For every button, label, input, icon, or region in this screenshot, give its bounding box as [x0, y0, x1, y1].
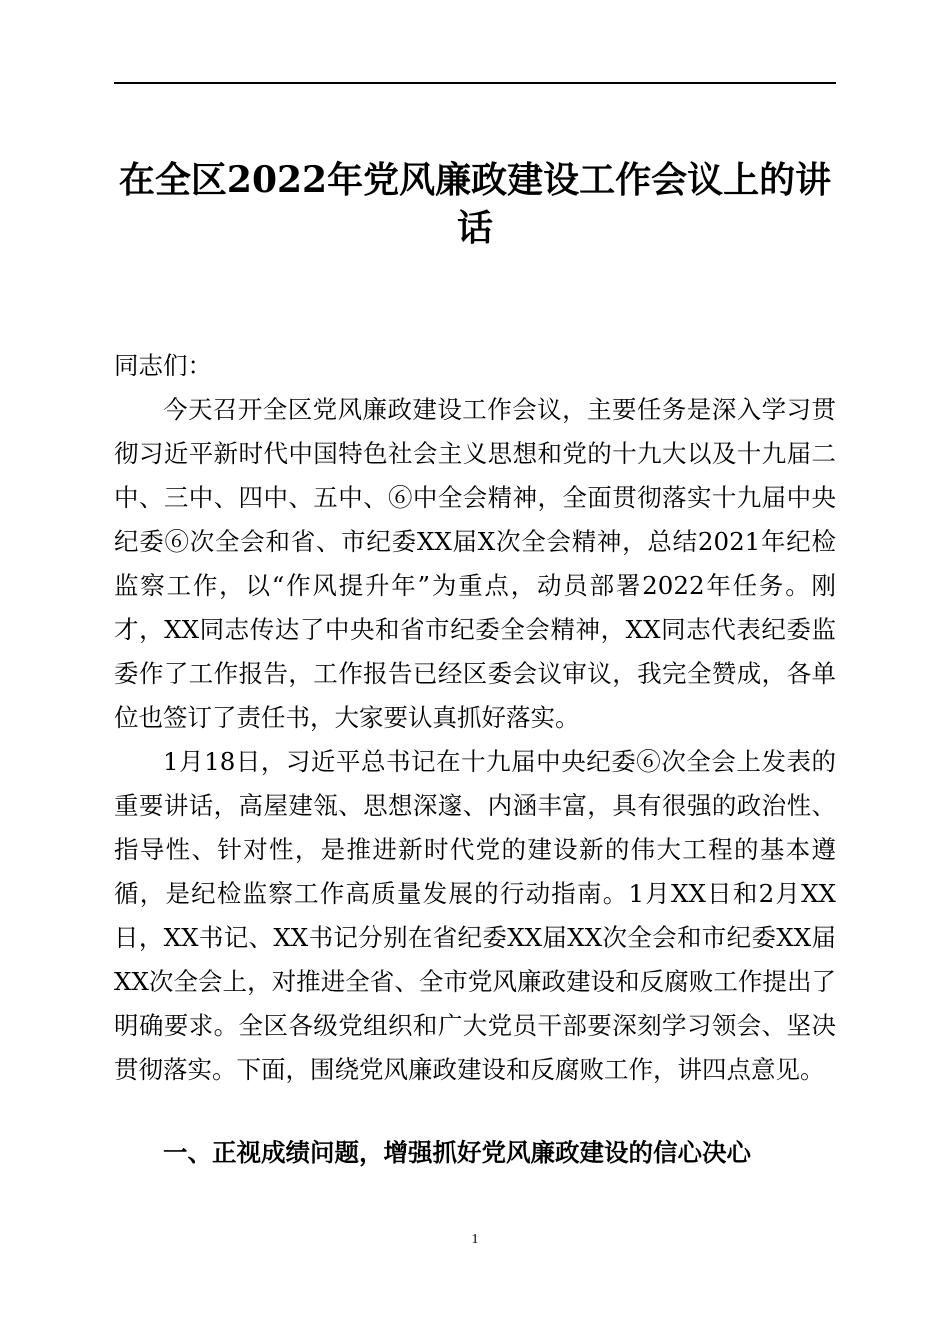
- salutation: 同志们：: [114, 351, 212, 380]
- document-title-continued: 话: [456, 207, 493, 249]
- paragraph-1: [114, 388, 836, 740]
- paragraph-text: 今天召开全区党风廉政建设工作会议，主要任务是深入学习贯彻习近平新时代中国特色社会主义思想和党的十九大以及十九届二中、三中、四中、五中、⑥中全会精神，全面贯彻落实十九届中央纪委⑥次全会和省、市纪委XX届X次全会精神，总结2021年纪检监察工作，以“作风提升年”为重点，动员部署2022年任务。刚才，XX同志传达了中央和省市纪委全会精神，XX同志代表纪委监委作了工作报告，工作报告已经区委会议审议，我完全赞成，各单位也签订了责任书，大家要认真抓好落实。: [114, 395, 836, 732]
- document-title: 在全区2022年党风廉政建设工作会议上的讲: [118, 159, 832, 201]
- header-rule: [114, 82, 836, 84]
- paragraph-text: 1月18日，习近平总书记在十九届中央纪委⑥次全会上发表的重要讲话，高屋建瓴、思想深邃、内涵丰富，具有很强的政治性、指导性、针对性，是推进新时代党的建设新的伟大工程的基本遵循，是纪检监察工作高质量发展的行动指南。1月XX日和2月XX日，XX书记、XX书记分别在省纪委XX届XX次全会和市纪委XX届XX次全会上，对推进全省、全市党风廉政建设和反腐败工作提出了明确要求。全区各级党组织和广大党员干部要深刻学习领会、坚决贯彻落实。下面，围绕党风廉政建设和反腐败工作，讲四点意见。: [114, 747, 836, 1084]
- section-heading: 一、正视成绩问题，增强抓好党风廉政建设的信心决心: [163, 1138, 751, 1167]
- paragraph-2: [114, 740, 836, 1092]
- page-number: 1: [471, 1232, 479, 1247]
